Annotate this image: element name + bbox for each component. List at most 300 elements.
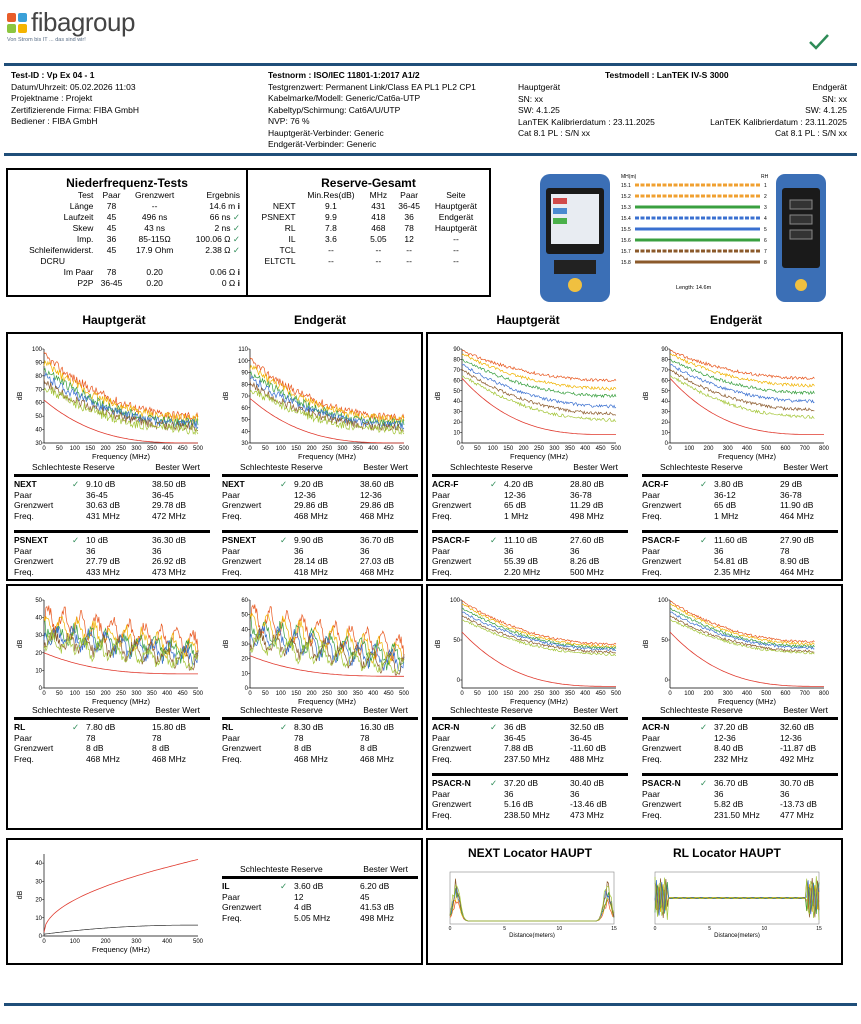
result-acrn_e <box>642 705 838 764</box>
check-icon: ✓ <box>280 535 288 545</box>
result-divider <box>14 717 210 720</box>
lowfreq-cell: 2 ns ✓ <box>214 223 240 233</box>
measurement-name: PSACR-F <box>432 535 470 545</box>
lowfreq-cell: 43 ns <box>144 223 166 233</box>
lowfreq-cell: 0.20 <box>146 267 163 277</box>
y-tick-label: 80 <box>241 382 248 389</box>
wiremap-label: 15.8 <box>621 260 631 266</box>
worst-value: 78 <box>86 732 96 743</box>
y-tick-label: 70 <box>241 394 248 400</box>
project: Projektname : Projekt <box>11 93 93 103</box>
x-tick-label: 150 <box>503 446 514 452</box>
reserve-cell: -- <box>453 234 459 244</box>
x-tick-label: 300 <box>549 446 560 452</box>
x-axis-label: Frequency (MHz) <box>298 697 356 706</box>
lowfreq-cell: Skew <box>72 223 94 233</box>
x-tick-label: 350 <box>146 691 157 697</box>
best-value-caption: Bester Wert <box>363 864 408 874</box>
reserve-cell: NEXT <box>272 201 296 211</box>
best-value: 30.40 dB <box>570 778 605 788</box>
worst-value: 36-12 <box>714 489 736 500</box>
best-value: 28.80 dB <box>570 479 605 489</box>
logo <box>6 8 146 44</box>
result-divider <box>432 474 628 477</box>
result-label <box>642 479 700 490</box>
plot-frame <box>450 872 614 924</box>
result-row <box>432 479 604 490</box>
worst-value: 78 <box>294 732 304 743</box>
wiremap-label: 15.2 <box>621 194 631 200</box>
x-tick-label: 5 <box>503 926 507 932</box>
chart-next_e <box>220 343 410 461</box>
y-tick-label: 40 <box>35 861 42 868</box>
result-psnext_h <box>14 530 210 577</box>
y-tick-label: 10 <box>453 430 460 437</box>
wiremap-pin: 1 <box>764 183 767 189</box>
x-tick-label: 0 <box>42 446 46 452</box>
x-tick-label: 100 <box>69 691 80 697</box>
best-value: 11.90 dB <box>780 500 814 510</box>
check-cell <box>490 500 504 511</box>
result-acrf_e <box>642 462 838 521</box>
result-divider <box>642 773 838 776</box>
worst-value: 8 dB <box>86 743 104 753</box>
check-cell <box>490 778 504 789</box>
y-tick-label: 40 <box>241 627 248 634</box>
result-row <box>642 778 817 789</box>
result-row <box>222 881 394 892</box>
lowfreq-cell: 0.06 Ω i <box>210 267 240 277</box>
col-header-4: Endgerät <box>709 313 762 327</box>
y-tick-label: 30 <box>35 879 42 886</box>
best-value-caption: Bester Wert <box>155 462 200 472</box>
result-row <box>14 490 186 501</box>
lowfreq-cell: 78 <box>106 201 117 211</box>
result-row <box>642 511 814 522</box>
check-cell <box>72 733 86 744</box>
header-left <box>11 70 139 128</box>
result-table <box>14 535 186 577</box>
result-row <box>222 500 394 511</box>
result-table <box>642 778 817 820</box>
result-row <box>642 810 817 821</box>
result-label: Freq. <box>642 809 662 820</box>
best-value: 36.30 dB <box>152 535 187 545</box>
x-tick-label: 200 <box>518 446 529 452</box>
x-tick-label: 250 <box>533 691 545 697</box>
x-tick-label: 300 <box>337 691 348 697</box>
worst-value: 28.14 dB <box>294 556 329 566</box>
result-label: Grenzwert <box>642 556 682 566</box>
result-row <box>222 556 394 567</box>
measurement-name: ACR-N <box>432 722 460 732</box>
y-tick-label: 10 <box>35 668 42 675</box>
lowfreq-cell: 45 <box>106 223 117 233</box>
remote-connector: Endgerät-Verbinder: Generic <box>268 139 377 149</box>
y-tick-label: 40 <box>661 399 668 406</box>
y-tick-label: 70 <box>453 367 460 374</box>
cable-type: Kabeltyp/Schirmung: Cat6A/U/UTP <box>268 104 401 115</box>
series-line <box>462 369 616 415</box>
result-label: Paar <box>432 732 450 743</box>
y-tick-label: 110 <box>238 347 248 353</box>
chart-rl_e <box>220 594 410 706</box>
result-table <box>14 722 186 764</box>
result-label: Freq. <box>222 510 242 521</box>
worst-value: 4.20 dB <box>504 479 534 489</box>
best-value: 27.03 dB <box>360 556 395 566</box>
chart-rl_h <box>14 594 204 706</box>
wiremap-length: Length: 14.6m <box>676 285 712 291</box>
x-tick-label: 250 <box>321 691 333 697</box>
result-row <box>432 535 604 546</box>
best-value: 29.78 dB <box>152 500 187 510</box>
lowfreq-row <box>10 278 242 289</box>
result-row <box>642 789 817 800</box>
result-label: Paar <box>222 489 240 500</box>
result-divider <box>222 876 418 879</box>
summary-box <box>6 168 491 297</box>
lowfreq-col-header: Grenzwert <box>135 190 175 200</box>
worst-value: 8.30 dB <box>294 722 324 732</box>
wiremap-label: 15.4 <box>621 216 631 222</box>
x-tick-label: 400 <box>368 446 379 452</box>
wiremap-pin: 7 <box>764 249 767 255</box>
worst-margin-caption: Schlechteste Reserve <box>450 705 533 715</box>
result-row <box>432 743 606 754</box>
next-locator-title: NEXT Locator HAUPT <box>468 846 593 860</box>
wiremap-pin: 6 <box>764 238 767 244</box>
result-label: Grenzwert <box>432 799 472 809</box>
y-tick-label: 80 <box>453 357 460 364</box>
check-cell <box>700 535 714 546</box>
best-value: 78 <box>780 545 790 556</box>
x-axis-label: Frequency (MHz) <box>92 452 150 461</box>
check-cell <box>490 535 504 546</box>
check-cell <box>280 546 294 557</box>
reserve-title: Reserve-Gesamt <box>321 176 416 190</box>
result-row <box>222 743 394 754</box>
reserve-cell: 12 <box>404 234 414 244</box>
result-row <box>432 511 604 522</box>
best-value-caption: Bester Wert <box>363 462 408 472</box>
x-tick-label: 150 <box>291 446 302 452</box>
check-cell <box>280 535 294 546</box>
worst-value: 36 <box>714 788 724 799</box>
check-cell <box>72 490 86 501</box>
operator: Bediener : FIBA GmbH <box>11 116 98 126</box>
x-tick-label: 0 <box>248 691 252 697</box>
result-label: Grenzwert <box>222 902 262 912</box>
lowfreq-cell: 78 <box>106 267 117 277</box>
worst-value: 36-45 <box>86 489 108 500</box>
result-psnext_e <box>222 530 418 577</box>
result-label <box>642 722 700 733</box>
lowfreq-row <box>10 234 242 245</box>
y-tick-label: 20 <box>241 656 248 663</box>
x-tick-label: 300 <box>337 446 348 452</box>
worst-value: 431 MHz <box>86 510 121 521</box>
worst-value: 36 dB <box>504 722 527 732</box>
main-sw: SW: 4.1.25 <box>518 105 560 115</box>
lowfreq-cell: 85-115Ω <box>138 234 171 244</box>
reserve-cell: 418 <box>371 212 386 222</box>
best-value: 26.92 dB <box>152 556 187 566</box>
x-tick-label: 350 <box>564 446 575 452</box>
lowfreq-cell: Laufzeit <box>63 212 94 222</box>
result-row <box>432 556 604 567</box>
worst-value: 468 MHz <box>294 510 329 521</box>
result-row <box>642 733 816 744</box>
result-label: Grenzwert <box>642 743 682 753</box>
result-row <box>642 799 817 810</box>
y-tick-label: 50 <box>241 612 248 619</box>
result-row <box>432 546 604 557</box>
best-value: 15.80 dB <box>152 722 187 732</box>
main-adapter: Cat 8.1 PL : S/N xx <box>518 128 590 138</box>
check-cell <box>72 546 86 557</box>
best-value: 36-78 <box>570 489 592 500</box>
x-tick-label: 450 <box>595 446 606 452</box>
result-divider <box>432 530 628 533</box>
remote-adapter: Cat 8.1 PL : S/N xx <box>775 128 847 138</box>
y-axis-label: dB <box>17 890 24 900</box>
result-table <box>642 535 814 577</box>
reserve-cell: 36-45 <box>398 201 421 211</box>
best-value-caption: Bester Wert <box>573 462 618 472</box>
worst-value: 65 dB <box>714 500 737 510</box>
result-label <box>14 535 72 546</box>
y-axis-label: dB <box>435 639 442 649</box>
result-row <box>222 490 394 501</box>
result-row <box>642 535 814 546</box>
worst-value: 29.86 dB <box>294 500 329 510</box>
x-tick-label: 600 <box>780 446 791 452</box>
x-tick-label: 200 <box>518 691 529 697</box>
result-row <box>432 789 607 800</box>
wiremap-pin: 3 <box>764 205 767 211</box>
x-axis-label: Frequency (MHz) <box>298 452 356 461</box>
remote-sn: SN: xx <box>821 93 847 104</box>
result-row <box>432 754 606 765</box>
lowfreq-section <box>8 170 248 295</box>
result-divider <box>642 717 838 720</box>
worst-value: 36 <box>504 788 514 799</box>
measurement-name: RL <box>14 722 26 732</box>
y-tick-label: 10 <box>661 430 668 437</box>
best-value: 492 MHz <box>780 753 815 764</box>
x-tick-label: 800 <box>818 691 830 697</box>
main-unit-info <box>518 82 655 140</box>
check-cell <box>490 546 504 557</box>
x-tick-label: 300 <box>722 691 733 697</box>
result-label: Freq. <box>14 753 34 764</box>
result-label: Paar <box>222 732 240 743</box>
logo-tagline: Von Strom bis IT ... das sind wir! <box>7 37 86 43</box>
result-row <box>14 535 186 546</box>
result-label: Grenzwert <box>222 556 262 566</box>
lowfreq-row <box>10 245 242 256</box>
worst-value: 9.90 dB <box>294 535 324 545</box>
lowfreq-cell: Länge <box>69 201 94 211</box>
best-value: 27.90 dB <box>780 535 815 545</box>
result-rl_e <box>222 705 418 764</box>
worst-margin-caption: Schlechteste Reserve <box>660 705 743 715</box>
check-icon: ✓ <box>700 722 708 732</box>
standard: Testnorm : ISO/IEC 11801-1:2017 A1/2 <box>268 70 420 80</box>
lowfreq-row <box>10 223 242 234</box>
y-tick-label: 0 <box>38 686 42 692</box>
result-label: Freq. <box>222 912 242 923</box>
result-acrn_h <box>432 705 628 764</box>
reserve-cell: -- <box>453 256 459 266</box>
y-tick-label: 70 <box>35 387 42 394</box>
result-row <box>642 556 814 567</box>
best-value: 12-36 <box>780 732 802 743</box>
result-divider <box>432 717 628 720</box>
locator-trace <box>450 892 614 921</box>
main-unit-title: Hauptgerät <box>518 82 561 92</box>
x-tick-label: 100 <box>487 446 498 452</box>
wiremap-rh-header: RH <box>761 174 769 180</box>
best-value: 498 MHz <box>570 510 605 521</box>
result-label: Grenzwert <box>642 799 682 809</box>
best-value: 498 MHz <box>360 912 395 923</box>
chart-loc_next <box>440 868 620 938</box>
chart-acrn_e <box>640 594 830 706</box>
check-cell <box>490 799 504 810</box>
x-tick-label: 300 <box>131 446 142 452</box>
check-icon: ✓ <box>72 535 80 545</box>
result-row <box>642 546 814 557</box>
check-cell <box>490 733 504 744</box>
reserve-cell: -- <box>375 256 382 266</box>
result-row <box>14 511 186 522</box>
locator-trace <box>450 887 614 921</box>
result-label: Freq. <box>432 510 452 521</box>
check-cell <box>490 567 504 578</box>
worst-value: 12 <box>294 891 304 902</box>
x-tick-label: 500 <box>398 691 410 697</box>
worst-value: 9.20 dB <box>294 479 324 489</box>
y-tick-label: 80 <box>35 373 42 380</box>
reserve-col-header: Seite <box>446 190 466 200</box>
result-il <box>222 864 418 923</box>
worst-value: 11.10 dB <box>504 535 538 545</box>
x-tick-label: 50 <box>474 446 481 452</box>
worst-value: 36.70 dB <box>714 778 749 788</box>
y-axis-label: dB <box>643 391 650 401</box>
info-icon: i <box>235 278 240 288</box>
lowfreq-cell: 0 Ω i <box>221 278 240 288</box>
measurement-name: PSACR-F <box>642 535 680 545</box>
y-tick-label: 90 <box>35 360 42 367</box>
result-row <box>222 511 394 522</box>
x-tick-label: 100 <box>69 939 80 945</box>
worst-value: 7.88 dB <box>504 743 534 753</box>
result-label: Grenzwert <box>432 500 472 510</box>
lowfreq-cell: Im Paar <box>63 267 94 277</box>
x-tick-label: 200 <box>306 691 317 697</box>
x-tick-label: 50 <box>56 691 63 697</box>
reserve-header-row <box>248 190 486 201</box>
limit-line <box>44 860 198 933</box>
y-axis-label: dB <box>435 391 442 401</box>
y-tick-label: 30 <box>241 441 248 447</box>
wiremap-label: 15.3 <box>621 205 631 211</box>
series-line <box>250 626 404 672</box>
y-tick-label: 60 <box>35 400 42 407</box>
lowfreq-header-row <box>10 190 242 201</box>
y-tick-label: 100 <box>31 347 42 353</box>
worst-value: 5.82 dB <box>714 799 744 809</box>
measurement-name: PSNEXT <box>222 535 257 545</box>
worst-value: 36 <box>504 545 514 556</box>
lowfreq-cell: 496 ns <box>141 212 168 222</box>
result-label: Grenzwert <box>432 556 472 566</box>
check-cell <box>700 810 714 821</box>
best-value: 36 <box>360 545 370 556</box>
reserve-row <box>248 212 486 223</box>
result-label: Grenzwert <box>222 500 262 510</box>
result-row <box>642 500 814 511</box>
result-table <box>222 722 394 764</box>
result-label: Paar <box>222 891 240 902</box>
reserve-cell: PSNEXT <box>261 212 296 222</box>
check-cell <box>700 511 714 522</box>
best-value: 36-78 <box>780 489 802 500</box>
lowfreq-cell: Imp. <box>76 234 94 244</box>
series-line <box>670 350 814 380</box>
y-axis-label: dB <box>17 391 24 401</box>
reserve-cell: TCL <box>279 245 296 255</box>
result-row <box>14 556 186 567</box>
x-tick-label: 500 <box>610 691 622 697</box>
result-acrf_h <box>432 462 628 521</box>
result-row <box>432 810 607 821</box>
best-value: 8.26 dB <box>570 556 600 566</box>
x-tick-label: 400 <box>741 446 753 452</box>
reserve-cell: Endgerät <box>438 212 474 222</box>
x-tick-label: 100 <box>69 446 80 452</box>
worst-value: 3.60 dB <box>294 881 324 891</box>
y-tick-label: 30 <box>661 409 668 416</box>
reserve-cell: 5.05 <box>370 234 387 244</box>
best-value: 36-45 <box>570 732 592 743</box>
x-tick-label: 800 <box>818 446 830 452</box>
y-tick-label: 60 <box>661 378 668 385</box>
check-cell <box>700 567 714 578</box>
x-tick-label: 400 <box>580 446 591 452</box>
x-tick-label: 0 <box>42 939 46 945</box>
result-table <box>222 881 394 923</box>
x-tick-label: 15 <box>611 926 617 932</box>
lowfreq-cell: 14.6 m i <box>209 201 240 211</box>
worst-value: 238.50 MHz <box>504 809 550 820</box>
check-icon: ✓ <box>280 722 288 732</box>
x-tick-label: 400 <box>580 691 591 697</box>
worst-value: 12-36 <box>714 732 736 743</box>
y-tick-label: 50 <box>35 598 42 604</box>
chart-il <box>14 848 204 954</box>
x-tick-label: 350 <box>146 446 157 452</box>
check-cell <box>490 490 504 501</box>
nvp: NVP: 76 % <box>268 116 310 126</box>
x-tick-label: 200 <box>703 691 714 697</box>
pass-check-icon <box>808 33 830 51</box>
best-value: 472 MHz <box>152 510 187 521</box>
x-tick-label: 500 <box>192 939 204 945</box>
